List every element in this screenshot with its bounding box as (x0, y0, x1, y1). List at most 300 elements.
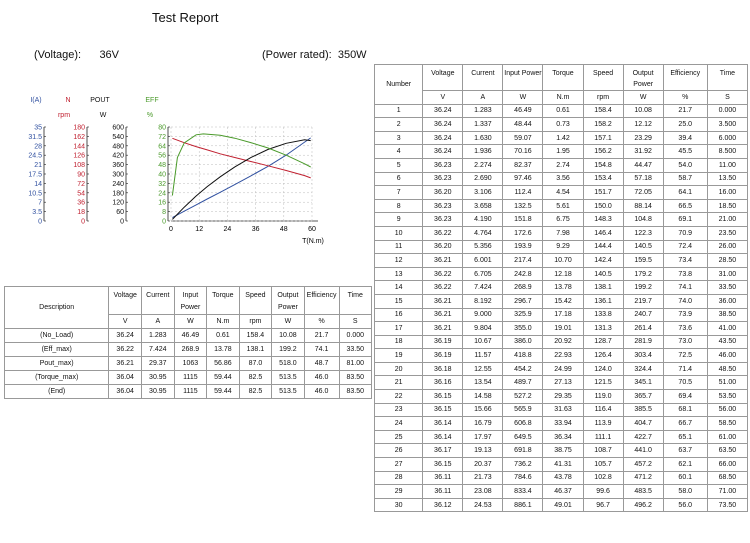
table-cell: 13.50 (707, 172, 747, 186)
table-cell: 36.21 (423, 254, 463, 268)
table-cell: 36.20 (423, 186, 463, 200)
table-cell: 142.4 (583, 254, 623, 268)
table-cell: 179.2 (623, 267, 663, 281)
table-cell: 23.29 (623, 131, 663, 145)
table-cell: 70.9 (663, 226, 707, 240)
table-cell: 63.7 (663, 444, 707, 458)
axis-tick-label: 31.5 (28, 133, 42, 141)
table-cell: 66.7 (663, 417, 707, 431)
table-cell: 7.424 (142, 343, 175, 357)
axis-title: POUT (90, 97, 110, 104)
table-cell: 73.50 (707, 498, 747, 512)
table-cell: 59.44 (207, 371, 240, 385)
table-unit-row (375, 91, 748, 105)
summary-row (5, 371, 372, 385)
column-header: Current (463, 65, 503, 91)
table-cell: 44.47 (623, 158, 663, 172)
table-cell: 64.1 (663, 186, 707, 200)
table-cell: 154.8 (583, 158, 623, 172)
table-cell: 9.29 (543, 240, 583, 254)
table-cell: 36.23 (423, 158, 463, 172)
table-cell: 422.7 (623, 430, 663, 444)
unit-cell: V (423, 91, 463, 105)
axis-tick-label: 0 (162, 218, 166, 226)
table-cell: 46.00 (707, 349, 747, 363)
table-cell: 157.1 (583, 131, 623, 145)
table-cell: 82.37 (503, 158, 543, 172)
table-cell: 116.4 (583, 403, 623, 417)
table-cell: 51.00 (707, 376, 747, 390)
table-cell: 25 (375, 430, 423, 444)
table-cell: 13.54 (463, 376, 503, 390)
axis-tick-label: 7 (38, 199, 42, 207)
table-cell: 56.00 (707, 403, 747, 417)
table-cell: 74.1 (304, 343, 339, 357)
summary-row (5, 329, 372, 343)
table-row (375, 417, 748, 431)
table-cell: 303.4 (623, 349, 663, 363)
unit-cell: N.m (543, 91, 583, 105)
table-cell: 18.50 (707, 199, 747, 213)
table-cell: 36.21 (423, 294, 463, 308)
series-line (172, 138, 310, 218)
table-cell: 33.50 (707, 281, 747, 295)
table-cell: 345.1 (623, 376, 663, 390)
table-cell: 71.4 (663, 362, 707, 376)
axis-tick-label: 600 (112, 124, 124, 132)
table-cell: 10.08 (623, 104, 663, 118)
table-cell: 268.9 (503, 281, 543, 295)
table-cell: 112.4 (503, 186, 543, 200)
axis-tick-label: 0 (120, 218, 124, 226)
unit-cell: N.m (207, 315, 240, 329)
table-cell: 36.18 (423, 362, 463, 376)
table-row (375, 444, 748, 458)
table-cell: 72.05 (623, 186, 663, 200)
table-cell: 0.61 (543, 104, 583, 118)
table-cell: 138.1 (239, 343, 272, 357)
axis-tick-label: 36 (77, 199, 85, 207)
table-cell: 140.5 (623, 240, 663, 254)
table-cell: 296.7 (503, 294, 543, 308)
unit-cell: A (463, 91, 503, 105)
column-header: Input Power (174, 287, 206, 315)
axis-tick-label: 420 (112, 152, 124, 160)
table-cell: 21.00 (707, 213, 747, 227)
table-cell: 46.0 (304, 385, 339, 399)
table-cell: 441.0 (623, 444, 663, 458)
axis-tick-label: 17.5 (28, 171, 42, 179)
table-cell: 36.11 (423, 485, 463, 499)
x-tick-label: 36 (251, 226, 260, 233)
table-cell: 518.0 (272, 357, 305, 371)
axis-tick-label: 8 (162, 209, 166, 217)
table-cell: 36.24 (423, 131, 463, 145)
axis-unit: % (146, 112, 154, 119)
table-cell: 69.1 (663, 213, 707, 227)
table-cell: 24.99 (543, 362, 583, 376)
table-cell: 73.6 (663, 322, 707, 336)
table-cell: 10.67 (463, 335, 503, 349)
table-cell: 7.98 (543, 226, 583, 240)
table-cell: 46.37 (543, 485, 583, 499)
table-cell: 6.705 (463, 267, 503, 281)
table-cell: 59.44 (207, 385, 240, 399)
axis-tick-label: 0 (81, 218, 85, 226)
table-cell: 36.04 (109, 371, 142, 385)
table-cell: 23.08 (463, 485, 503, 499)
column-header: Efficiency (304, 287, 339, 315)
column-header: Time (339, 287, 372, 315)
table-cell: 131.3 (583, 322, 623, 336)
voltage-value: 36V (99, 49, 120, 61)
table-cell: 151.8 (503, 213, 543, 227)
table-cell: 2.74 (543, 158, 583, 172)
table-cell: 36.24 (423, 104, 463, 118)
table-cell: 28 (375, 471, 423, 485)
voltage-label: (Voltage): (34, 49, 82, 61)
table-cell: 74.1 (663, 281, 707, 295)
table-cell: 104.8 (623, 213, 663, 227)
table-cell: 36.23 (423, 172, 463, 186)
voltage-info (34, 49, 119, 61)
table-cell: 11 (375, 240, 423, 254)
table-cell: 26 (375, 444, 423, 458)
table-cell: 38.75 (543, 444, 583, 458)
table-cell: 1063 (174, 357, 206, 371)
table-cell: 36.16 (423, 376, 463, 390)
table-cell: 784.6 (503, 471, 543, 485)
table-cell: 0.000 (339, 329, 372, 343)
table-cell: 59.07 (503, 131, 543, 145)
x-tick-label: 60 (308, 226, 316, 233)
table-cell: 158.2 (583, 118, 623, 132)
table-cell: 136.1 (583, 294, 623, 308)
unit-cell: S (339, 315, 372, 329)
column-header: Input Power (503, 65, 543, 91)
table-cell: 58.7 (663, 172, 707, 186)
table-cell: 649.5 (503, 430, 543, 444)
table-cell: 70.16 (503, 145, 543, 159)
table-cell: 68.50 (707, 471, 747, 485)
table-cell: 8.192 (463, 294, 503, 308)
table-cell: 83.50 (339, 371, 372, 385)
table-row (375, 172, 748, 186)
table-cell: 17.97 (463, 430, 503, 444)
table-cell: 29.35 (543, 390, 583, 404)
axis-tick-label: 162 (73, 133, 85, 141)
axis-tick-label: 480 (112, 143, 124, 151)
table-cell: 457.2 (623, 458, 663, 472)
table-cell: 325.9 (503, 308, 543, 322)
table-cell: 140.5 (583, 267, 623, 281)
column-header: Description (5, 287, 109, 329)
table-cell: 30.95 (142, 385, 175, 399)
axis-unit: W (99, 112, 107, 119)
axis-tick-label: 3.5 (32, 209, 42, 217)
axis-tick-label: 126 (73, 152, 85, 160)
unit-cell: W (623, 91, 663, 105)
measurement-table (374, 64, 748, 512)
axis-tick-label: 0 (38, 218, 42, 226)
table-cell: 49.01 (543, 498, 583, 512)
table-cell: 15 (375, 294, 423, 308)
table-row (375, 335, 748, 349)
table-cell: 20.92 (543, 335, 583, 349)
x-tick-label: 24 (223, 226, 232, 233)
table-cell: 72.5 (663, 349, 707, 363)
unit-cell: % (304, 315, 339, 329)
table-cell: 36.15 (423, 458, 463, 472)
table-cell: 513.5 (272, 385, 305, 399)
axis-tick-label: 72 (158, 133, 166, 141)
table-row (375, 376, 748, 390)
table-cell: (Eff_max) (5, 343, 109, 357)
table-cell: 6.000 (707, 131, 747, 145)
table-cell: 1115 (174, 385, 206, 399)
table-cell: 19 (375, 349, 423, 363)
table-cell: 19.13 (463, 444, 503, 458)
table-cell: 88.14 (623, 199, 663, 213)
column-header: Efficiency (663, 65, 707, 91)
table-row (375, 254, 748, 268)
axis-tick-label: 300 (112, 171, 124, 179)
table-cell: 48.50 (707, 362, 747, 376)
table-cell: 18 (375, 335, 423, 349)
table-cell: 65.1 (663, 430, 707, 444)
table-cell: 17.18 (543, 308, 583, 322)
axis-tick-label: 32 (158, 180, 166, 188)
table-cell: 418.8 (503, 349, 543, 363)
table-cell: 1.283 (463, 104, 503, 118)
table-cell: 261.4 (623, 322, 663, 336)
table-cell: 29.37 (142, 357, 175, 371)
table-cell: (End) (5, 385, 109, 399)
table-cell: 10.08 (272, 329, 305, 343)
column-header: Voltage (109, 287, 142, 315)
table-cell: 36.14 (423, 430, 463, 444)
table-cell: 1.630 (463, 131, 503, 145)
table-cell: 46.49 (503, 104, 543, 118)
table-cell: 121.5 (583, 376, 623, 390)
table-cell: 82.5 (239, 385, 272, 399)
table-cell: 4.190 (463, 213, 503, 227)
x-tick-label: 48 (279, 226, 288, 233)
table-cell: 27.13 (543, 376, 583, 390)
table-row (375, 294, 748, 308)
table-cell: 833.4 (503, 485, 543, 499)
table-cell: 111.1 (583, 430, 623, 444)
table-cell: 48.44 (503, 118, 543, 132)
table-cell: (Torque_max) (5, 371, 109, 385)
table-cell: 16.00 (707, 186, 747, 200)
table-cell: 386.0 (503, 335, 543, 349)
table-cell: 6 (375, 172, 423, 186)
table-cell: 16 (375, 308, 423, 322)
summary-table (4, 286, 372, 399)
unit-cell: W (503, 91, 543, 105)
table-cell: 10 (375, 226, 423, 240)
table-cell: 36.34 (543, 430, 583, 444)
table-cell: 36.19 (423, 335, 463, 349)
unit-cell: W (174, 315, 206, 329)
table-cell: 7 (375, 186, 423, 200)
table-cell: 12.18 (543, 267, 583, 281)
table-cell: 4.764 (463, 226, 503, 240)
table-cell: 4 (375, 145, 423, 159)
table-cell: 158.4 (239, 329, 272, 343)
table-cell: 153.4 (583, 172, 623, 186)
table-cell: 1.936 (463, 145, 503, 159)
table-cell: 45.5 (663, 145, 707, 159)
table-cell: 12.55 (463, 362, 503, 376)
unit-cell: W (272, 315, 305, 329)
axis-tick-label: 54 (77, 190, 85, 198)
table-cell: 3.106 (463, 186, 503, 200)
table-cell: 6.001 (463, 254, 503, 268)
table-cell: 36.24 (423, 145, 463, 159)
table-cell: 496.2 (623, 498, 663, 512)
power-info (262, 49, 367, 61)
table-cell: 28.50 (707, 254, 747, 268)
table-row (375, 458, 748, 472)
table-row (375, 104, 748, 118)
table-cell: 159.5 (623, 254, 663, 268)
column-header: Voltage (423, 65, 463, 91)
x-tick-label: 0 (169, 226, 173, 233)
table-cell: 36.21 (423, 322, 463, 336)
table-cell: 144.4 (583, 240, 623, 254)
axis-tick-label: 180 (112, 190, 124, 198)
table-cell: 691.8 (503, 444, 543, 458)
table-row (375, 158, 748, 172)
power-label: (Power rated): (262, 49, 332, 61)
table-cell: 5 (375, 158, 423, 172)
table-cell: 70.5 (663, 376, 707, 390)
series-line (172, 140, 310, 220)
axis-tick-label: 16 (158, 199, 166, 207)
table-cell: 21.7 (663, 104, 707, 118)
table-cell: 0.73 (543, 118, 583, 132)
table-row (375, 403, 748, 417)
summary-header-row (5, 287, 372, 315)
table-cell: 5.61 (543, 199, 583, 213)
series-line (172, 134, 310, 196)
table-cell: 124.0 (583, 362, 623, 376)
table-row (375, 322, 748, 336)
table-cell: 128.7 (583, 335, 623, 349)
table-cell: 74.0 (663, 294, 707, 308)
axis-title: EFF (145, 97, 159, 104)
table-cell: 36.22 (109, 343, 142, 357)
table-cell: 36.23 (423, 199, 463, 213)
table-row (375, 498, 748, 512)
table-cell: 31.63 (543, 403, 583, 417)
axis-tick-label: 144 (73, 143, 85, 151)
table-cell: 13.78 (207, 343, 240, 357)
column-header: Time (707, 65, 747, 91)
column-header: Current (142, 287, 175, 315)
table-cell: 886.1 (503, 498, 543, 512)
table-cell: 54.0 (663, 158, 707, 172)
table-cell: 148.3 (583, 213, 623, 227)
x-axis-label: T(N.m) (302, 238, 324, 245)
axis-tick-label: 10.5 (28, 190, 42, 198)
table-cell: 72.4 (663, 240, 707, 254)
table-row (375, 145, 748, 159)
table-cell: 5.356 (463, 240, 503, 254)
axis-tick-label: 120 (112, 199, 124, 207)
table-cell: 19.01 (543, 322, 583, 336)
table-cell: 199.2 (272, 343, 305, 357)
column-header: Output Power (623, 65, 663, 91)
table-cell: 4.54 (543, 186, 583, 200)
table-cell: 1115 (174, 371, 206, 385)
table-cell: 483.5 (623, 485, 663, 499)
table-cell: 606.8 (503, 417, 543, 431)
table-cell: 48.7 (304, 357, 339, 371)
table-cell: 22 (375, 390, 423, 404)
table-cell: 36.15 (423, 390, 463, 404)
table-row (375, 390, 748, 404)
column-header: Torque (543, 65, 583, 91)
table-cell: 156.2 (583, 145, 623, 159)
unit-cell: S (707, 91, 747, 105)
table-cell: 20.37 (463, 458, 503, 472)
table-cell: 126.4 (583, 349, 623, 363)
table-cell: 565.9 (503, 403, 543, 417)
table-cell: 63.50 (707, 444, 747, 458)
table-cell: 83.50 (339, 385, 372, 399)
table-cell: 23.50 (707, 226, 747, 240)
table-cell: 57.18 (623, 172, 663, 186)
unit-cell: V (109, 315, 142, 329)
table-row (375, 199, 748, 213)
table-cell: 22.93 (543, 349, 583, 363)
unit-cell: A (142, 315, 175, 329)
axis-tick-label: 48 (158, 162, 166, 170)
axis-tick-label: 24.5 (28, 152, 42, 160)
table-cell: 36.15 (423, 403, 463, 417)
table-cell: 10.70 (543, 254, 583, 268)
table-cell: 7.424 (463, 281, 503, 295)
table-cell: 20 (375, 362, 423, 376)
table-cell: 281.9 (623, 335, 663, 349)
table-cell: 36.24 (423, 118, 463, 132)
table-cell: 33.50 (339, 343, 372, 357)
table-cell: 26.00 (707, 240, 747, 254)
table-cell: 3.56 (543, 172, 583, 186)
table-cell: 199.2 (623, 281, 663, 295)
table-cell: 38.50 (707, 308, 747, 322)
unit-cell: rpm (583, 91, 623, 105)
table-cell: 12.12 (623, 118, 663, 132)
table-cell: 21.73 (463, 471, 503, 485)
power-value: 350W (337, 49, 367, 61)
table-cell: 9.000 (463, 308, 503, 322)
table-cell: 73.9 (663, 308, 707, 322)
table-row (375, 213, 748, 227)
table-row (375, 186, 748, 200)
table-cell: 1 (375, 104, 423, 118)
table-cell: 43.78 (543, 471, 583, 485)
table-cell: 527.2 (503, 390, 543, 404)
table-row (375, 267, 748, 281)
table-cell: 66.00 (707, 458, 747, 472)
table-cell: 71.00 (707, 485, 747, 499)
table-cell: 69.4 (663, 390, 707, 404)
table-cell: 151.7 (583, 186, 623, 200)
